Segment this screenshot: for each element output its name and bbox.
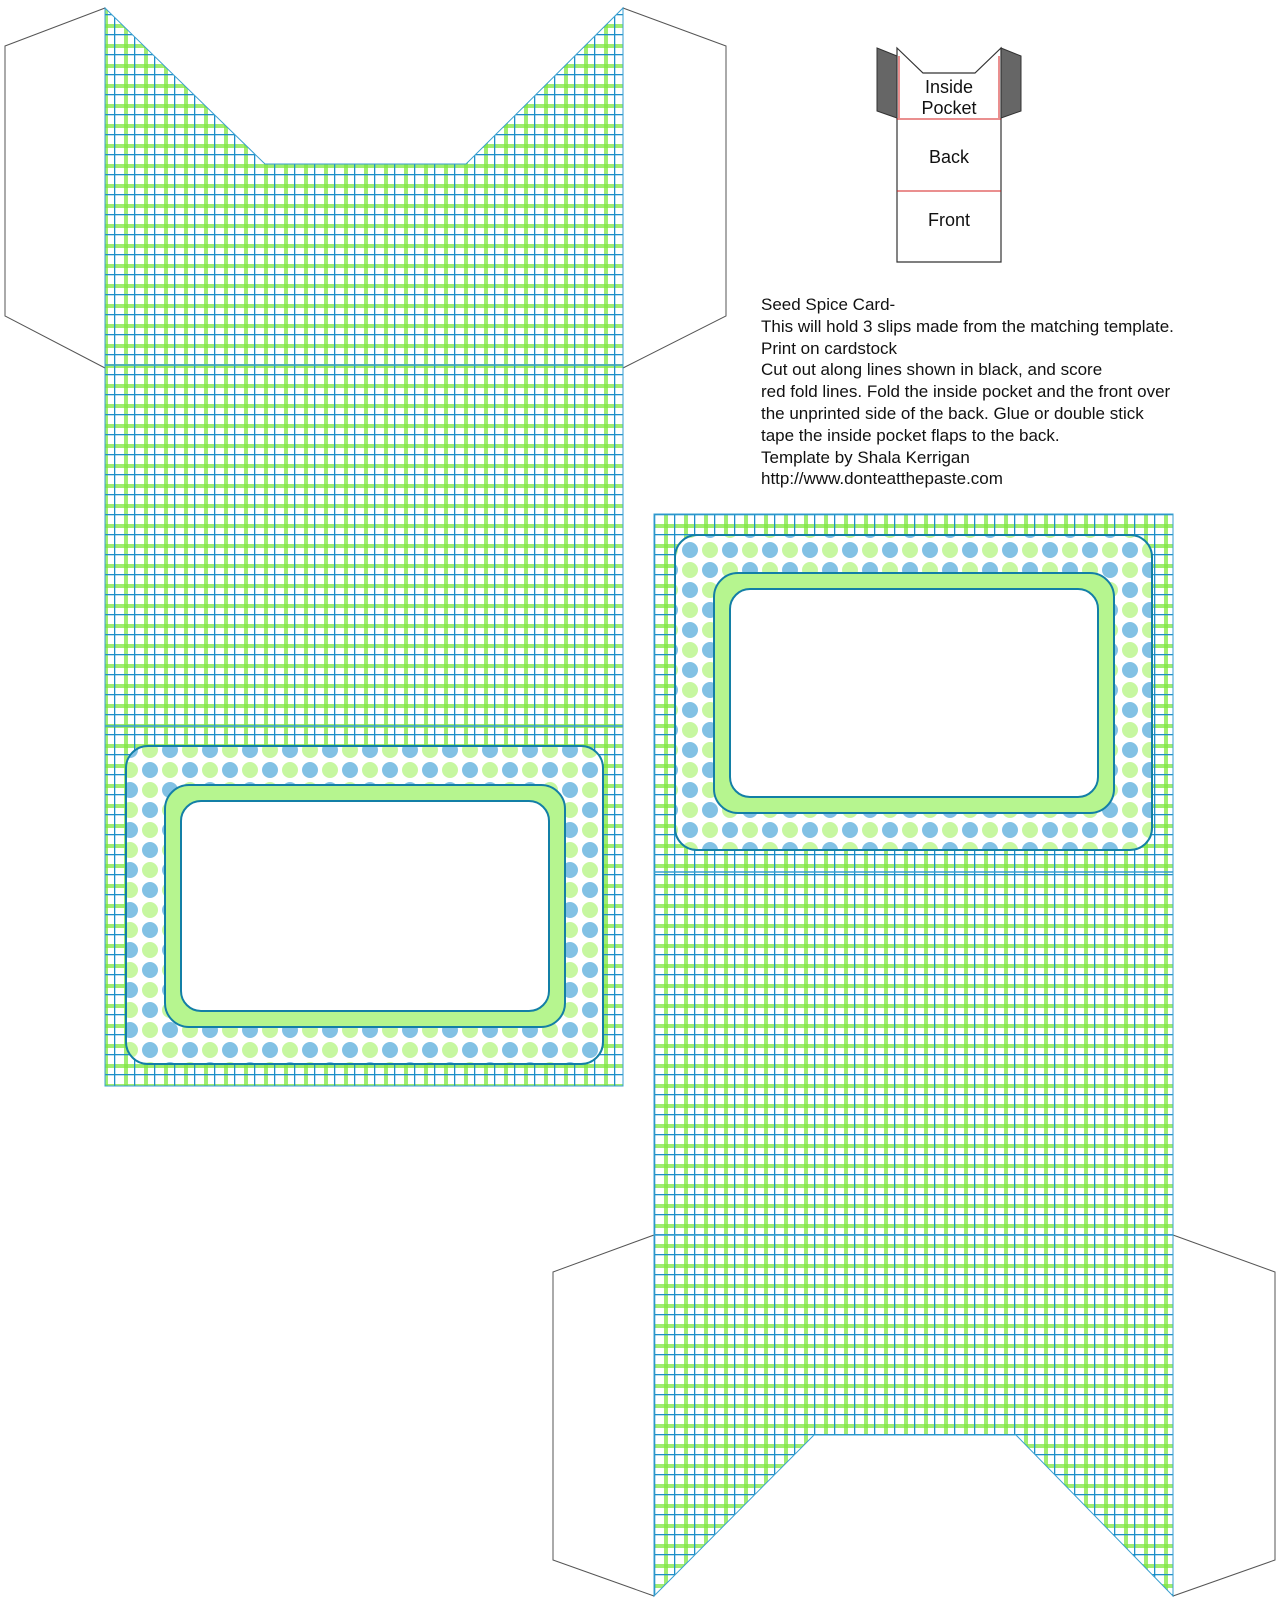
instructions-line: Cut out along lines shown in black, and score	[761, 360, 1103, 380]
instructions-line: red fold lines. Fold the inside pocket and the front over	[761, 382, 1171, 402]
diagram-label-back: Back	[928, 147, 970, 167]
instructions-title: Seed Spice Card-	[761, 295, 896, 314]
instructions-line: tape the inside pocket flaps to the back.	[761, 425, 1060, 445]
left-side-flap-left	[5, 8, 105, 368]
right-label-frame	[675, 535, 1152, 850]
right-label-blank	[730, 589, 1098, 797]
diagram-flap-left	[877, 48, 897, 118]
instructions-block	[761, 294, 1231, 490]
diagram-flap-right	[1001, 48, 1021, 118]
diagram-label-inside: Inside	[924, 77, 974, 97]
right-side-flap-right	[1173, 1235, 1275, 1596]
instructions-line: the unprinted side of the back. Glue or double stick	[761, 403, 1144, 423]
left-side-flap-right	[623, 8, 726, 368]
right-side-flap-left	[553, 1235, 654, 1596]
right-card-piece	[553, 514, 1275, 1596]
left-card-piece	[5, 8, 726, 1086]
left-label-frame	[126, 746, 603, 1064]
instructions-line: This will hold 3 slips made from the matching template.	[761, 316, 1174, 336]
left-label-blank	[181, 801, 549, 1011]
diagram-label-front: Front	[927, 210, 970, 230]
instructions-line: Print on cardstock	[761, 338, 898, 358]
instructions-credit: Template by Shala Kerrigan	[761, 447, 970, 467]
diagram-label-pocket: Pocket	[921, 98, 977, 118]
instructions-url-link[interactable]: http://www.donteatthepaste.com	[761, 469, 1003, 489]
